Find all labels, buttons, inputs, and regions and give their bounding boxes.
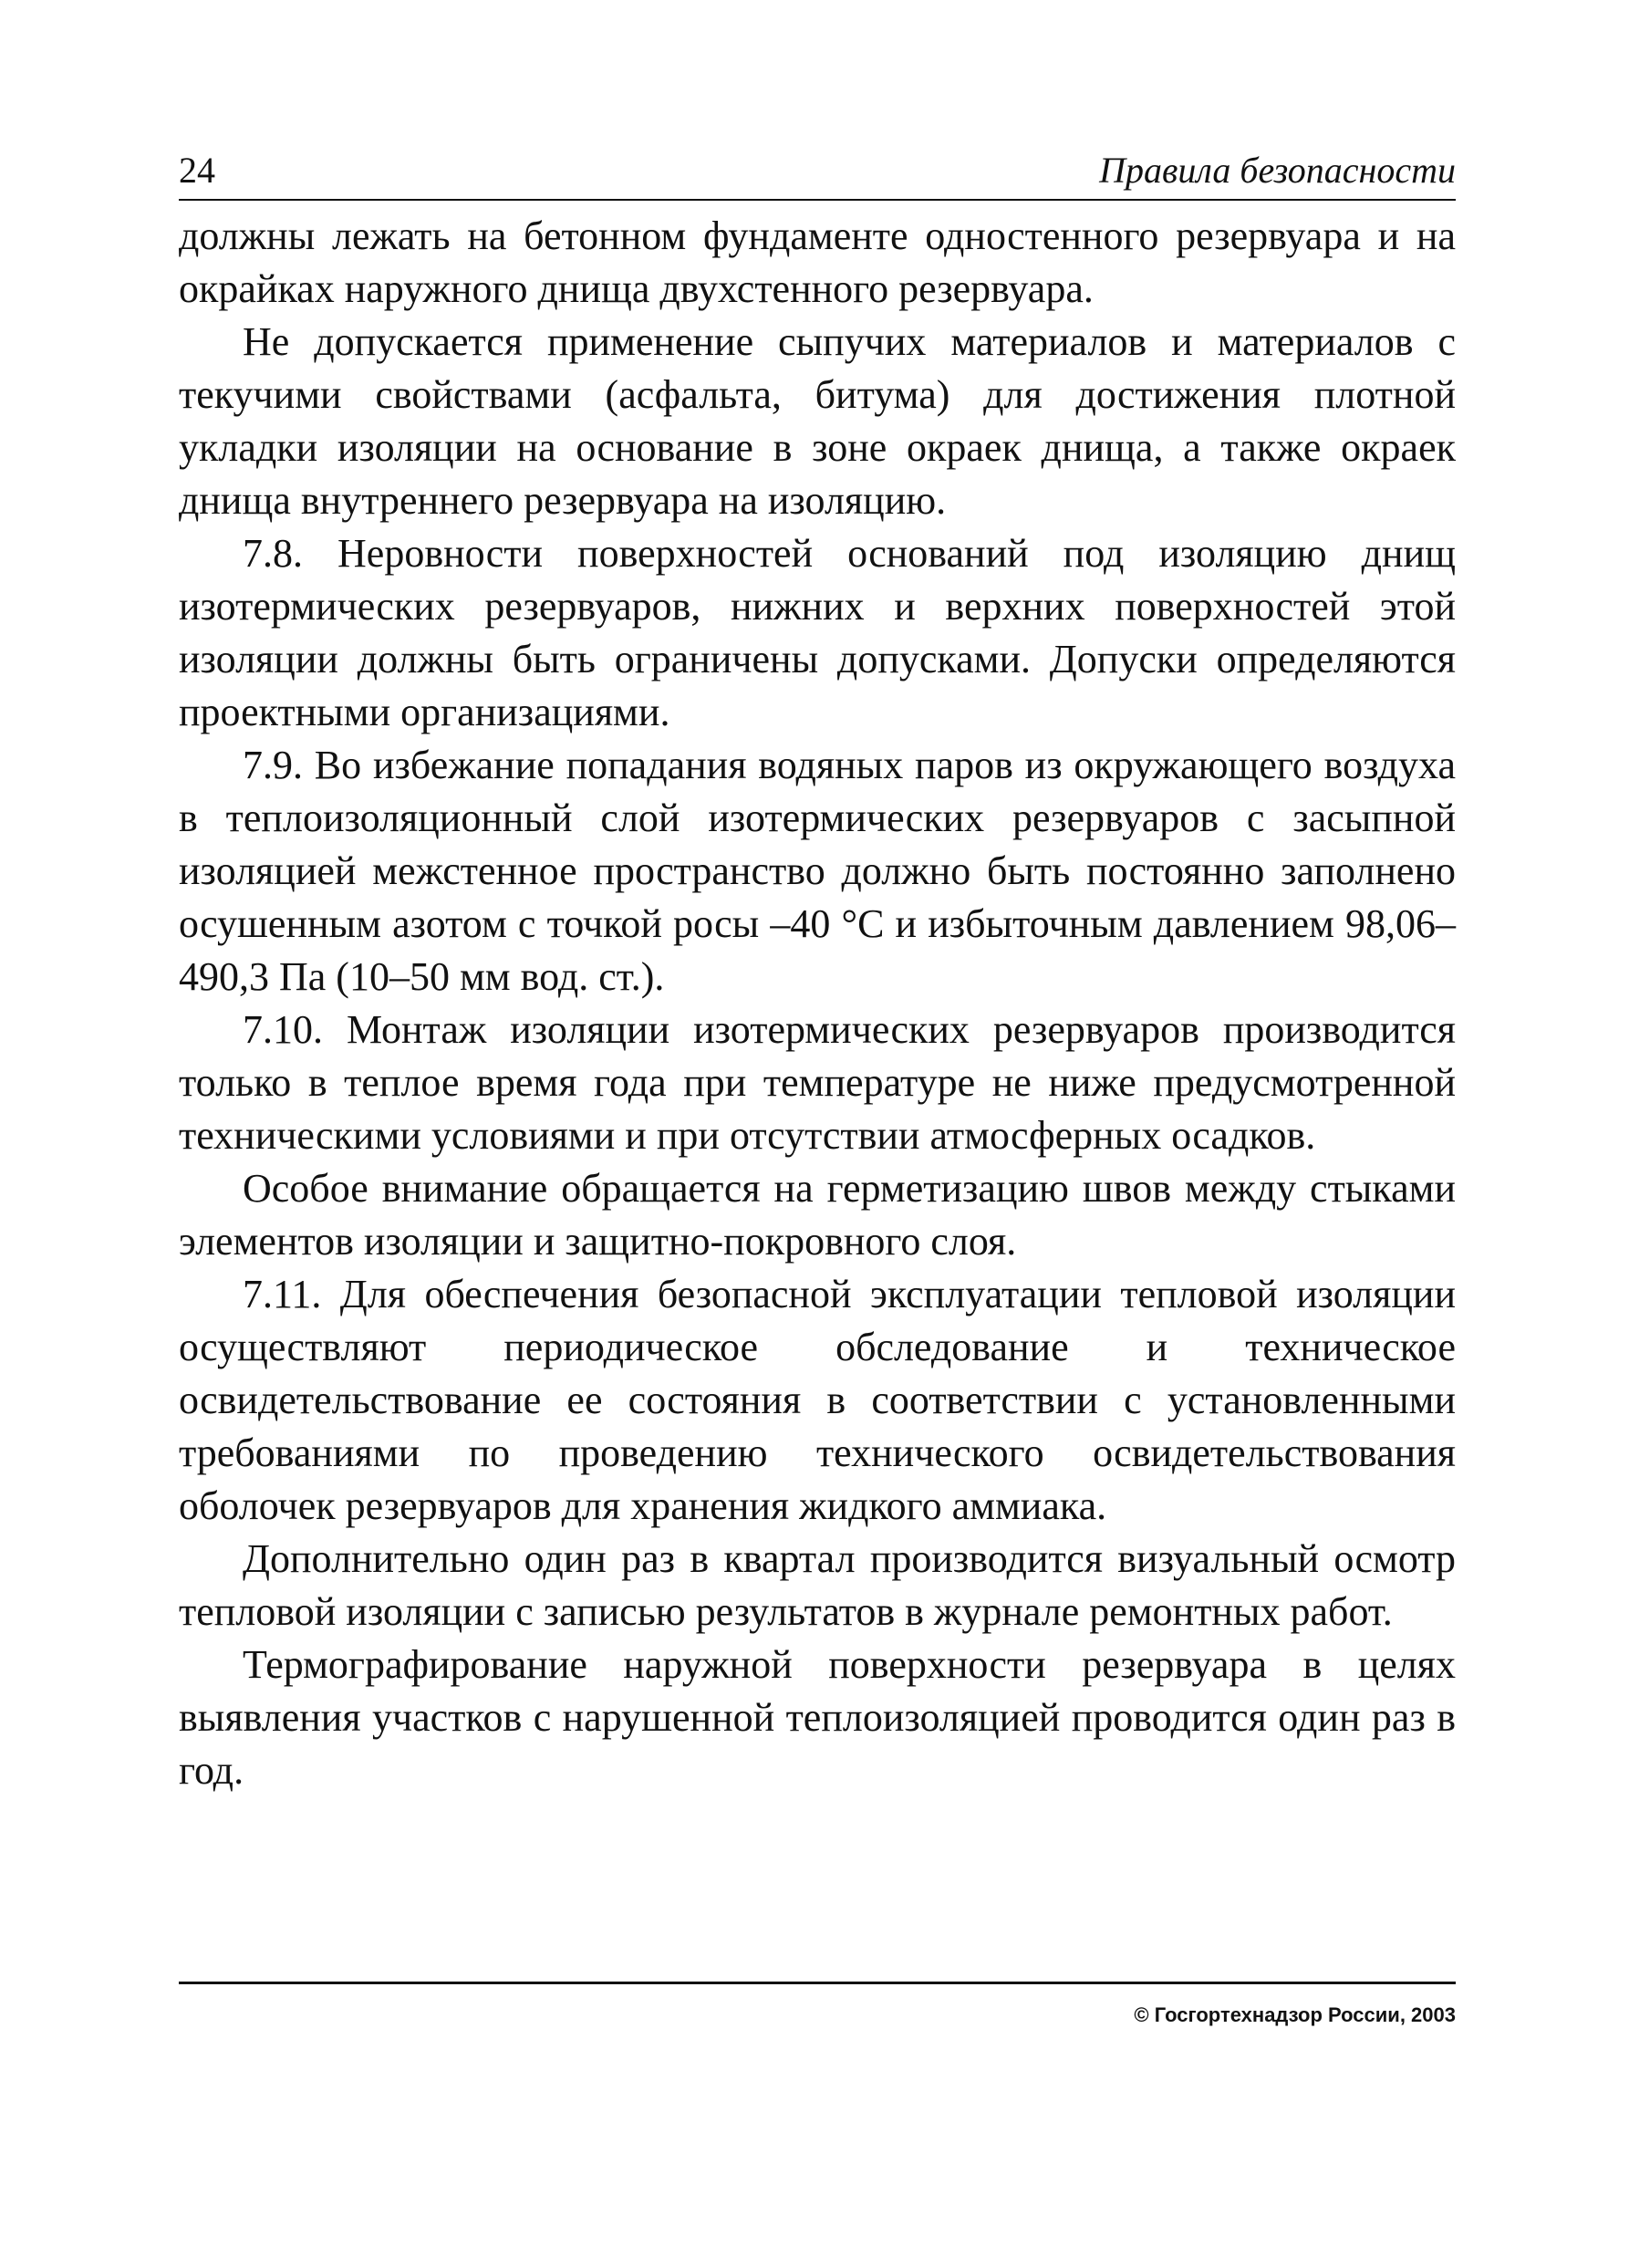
paragraph-quarterly-inspection: Дополнительно один раз в квартал производится визуальный осмотр тепловой изоляции с записью результатов в журнале ремонтных работ. [179,1536,1456,1634]
body-text [179,210,1456,1797]
paragraph-7-9: 7.9. Во избежание попадания водяных паров из окружающего воздуха в теплоизоляционный слой изотермических резервуаров с засыпной изоляцией межстенное пространство должно быть постоянно заполнено осушенным азотом с точкой росы –40 °С и избыточным давлением 98,06–490,3 Па (10–50 мм вод. ст.). [179,743,1456,999]
copyright-notice: © Госгортехнадзор России, 2003 [1134,2003,1456,2026]
page-header [179,146,1456,201]
paragraph-seam-sealing: Особое внимание обращается на герметизацию швов между стыками элементов изоляции и защитно-покровного слоя. [179,1166,1456,1264]
paragraph-thermography: Термографирование наружной поверхности резервуара в целях выявления участков с нарушенной теплоизоляцией проводится один раз в год. [179,1642,1456,1793]
document-page [179,146,1456,2062]
running-title: Правила безопасности [1099,150,1456,191]
paragraph-bulk-materials: Не допускается применение сыпучих материалов и материалов с текучими свойствами (асфальта, битума) для достижения плотной укладки изоляции на основание в зоне окраек днища, а также окраек днища внутреннего резервуара на изоляцию. [179,319,1456,523]
paragraph-7-8: 7.8. Неровности поверхностей оснований под изоляцию днищ изотермических резервуаров, нижних и верхних поверхностей этой изоляции должны быть ограничены допусками. Допуски определяются проектными организациями. [179,531,1456,734]
paragraph-7-11: 7.11. Для обеспечения безопасной эксплуатации тепловой изоляции осуществляют периодическое обследование и техническое освидетельствование ее состояния в соответствии с установленными требованиями по проведению технического освидетельствования оболочек резервуаров для хранения жидкого аммиака. [179,1272,1456,1528]
page-number: 24 [179,150,215,191]
footer-divider [179,1982,1456,1984]
paragraph-continuation: должны лежать на бетонном фундаменте одностенного резервуара и на окрайках наружного днища двухстенного резервуара. [179,213,1456,311]
paragraph-7-10: 7.10. Монтаж изоляции изотермических резервуаров производится только в теплое время года при температуре не ниже предусмотренной техническими условиями и при отсутствии атмосферных осадков. [179,1007,1456,1158]
